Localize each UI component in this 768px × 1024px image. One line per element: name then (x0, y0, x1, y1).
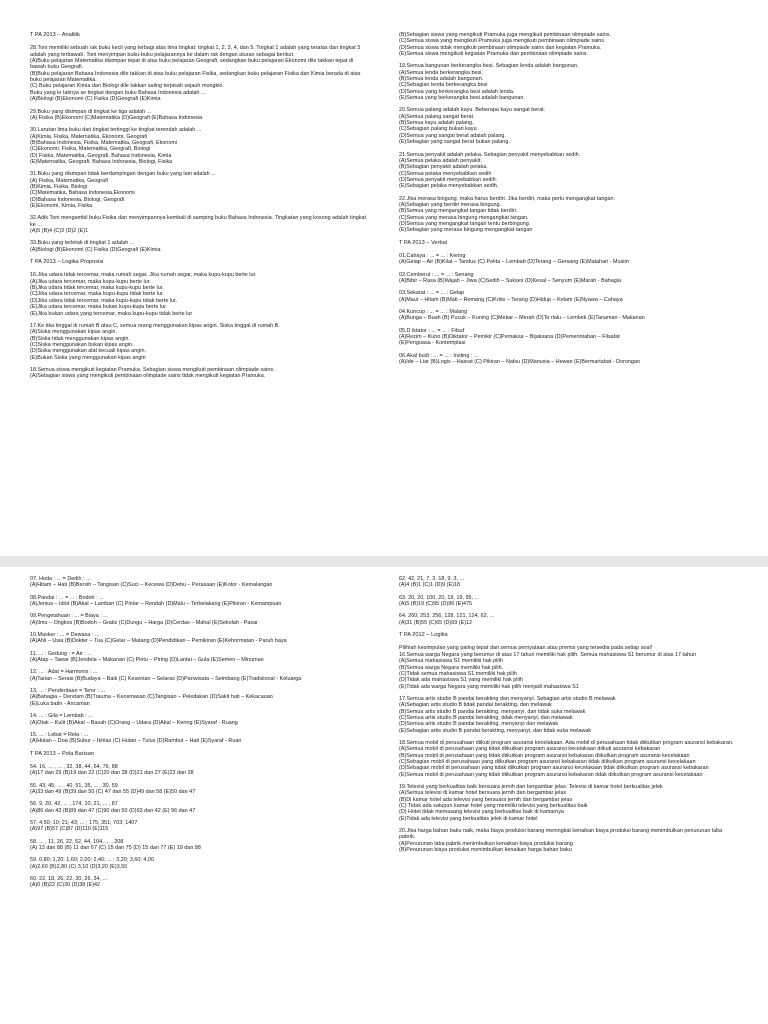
question-block: 18.Semua siswa mengikuti kegiatan Pramuka. Sebagian siswa mengikuti pembinaan olimpiade sains. (A)Sebagian siswa yang mengikuti pembinaan olimpiade sains tidak mengikuti kegiatan Pramuka. (30, 366, 275, 380)
page-divider (0, 556, 768, 567)
question-block: 12. ... : Adat = Harmonis : ... (A)Tarian – Serasi (B)Budaya – Baik (C) Kesenian – Selaras (D)Pariwisata – Seimbang (E)Tradisional - Keluarga (30, 669, 302, 682)
question-block: 02.Cemberut : ... = ... : Senang (A)Bibir – Rasa (B)Wajah – Jiwa (C)Sedih – Sukses (D)Kesal – Senyum (E)Marah - Bahagia (399, 271, 622, 285)
section-heading: T PA 2012 – Logika (399, 632, 448, 639)
question-block: 16.Jika udara tidak tercemar, maka rumah segar. Jika rumah segar, maka kupu-kupu berte lur. (A)Jika udara tercemar, maka kupu-kupu berte lur. (B)Jika udara tidak tercemar, maka kupu-kupu berte lur. (C)Jika udara tercemar, maka kupu-kupu tidak berte lur. (D)Jika udara tidak tercemar, maka kupu-kupu tidak berte lur. (E)Jika udara tercemar, maka bukan kupu-kupu berte lur. (E)Jika bukan udara yang tercemar, maka kupu-kupu tidak berte lur (30, 272, 257, 317)
question-block: 17.Semua artis studio B pandai berakting dan menyanyi. Sebagian artis studio B melawak (A)Sebagian artis studio B tidak pandai berakting, dan melawak (B)Semua artis studio B pandai berakting, menyanyi, dan tidak suka melawak (C)Semua artis studio B pandai berakting, tidak menyanyi, dan melawak (D)Semua artis studio B pandai berakting, menyanyi dan melawak (E)Sebagian artis studio B pandai berakting, menyanyi, dan tidak suka melawak (399, 695, 616, 734)
question-block: 20.Semua palang adalah kayu. Beberapa kayu sangat berat. (A)Semua palang sangat berat. (B)Semua kayu adalah palang. (C)Sebagian palang bukan kayu. (D)Semua yang sangat berat adalah palang. (E)Sebagian yang sangat berat bukan palang. (399, 107, 546, 146)
page1-right-column (399, 32, 739, 372)
question-block: 30.Larutan lima buku dari tingkat tertinggi ke tingkat terendah adalah ... (A)Kimia, Fisika, Matematika, Ekonomi, Geografi (B)Bahasa Indonesia, Fisika, Matematika, Geografi, Ekonomi (C)Ekonomi, Fisika, Matematika, Geografi, Biologi (D) Fisika, Matematika, Geografi, Bahasa Indonesia, Kimia (E)Matematika, Geografi, Bahasa Indonesia, Biologi, Fisika (30, 127, 202, 165)
question-block: 15. ... : Lebat = Rela : ... (A)Hutan – Doa (B)Subur – Ikhlas (C) Hutan – Tulus (D)Rambut – Hati (E)Syaraf - Ruan (30, 731, 242, 745)
question-block: 54. 16, ... , ... , 32, 38, 44, 64, 76, 88 (A)17 dan 29 (B)19 dan 22 (C)20 dan 38 (D)21 dan 27 (E)23 dan 28 (30, 763, 194, 777)
question-block: 22.Jika merasa bingung, maka harus berdiri. Jika berdiri, maka perlu mengangkat tangan. (A)Sebagian yang berdiri merasa bingung. (B)Semua yang mengangkat tangan tidak berdiri. (C)Semua yang merasa bingung mengangkat tangan. (D)Semua yang mengangkat tangan tentu berbingung. (E)Sebagian yang merasa bingung mengangkat tangan (399, 195, 615, 234)
question-block: 19.Televisi yang berkualitas baik bersuara jernih dan bergambar jelas. Televisi di kamar hotel berkualitas jelek (A)Semua televisi di kamar hotel bersuara jernih dan bergambar jelas (B)Di kamar hotel ada televisi yang bersuara jernih dan bergambar jelas (C) Tidak ada satupun kamar hotel yang memiliki televisi yang berkualitas baik (D) Hotel tidak memasang televisi yang berkualitas baik di kamarnya (E)Tidak ada televisi yang berkualitas jelek di kamar hotel (399, 784, 663, 822)
section-heading: T PA 2013 – Analitik (30, 32, 80, 38)
question-block: 11. ... : Gedung : = Air : ... (A)Atap – Tawar (B)Jendela – Makanan (C) Pintu – Piring (D)Lantai – Gula (E)Semen – Minuman (30, 650, 264, 664)
question-block: 28.Toni memiliki sebuah rak buku kecil yang terbagi atas lima tingkat: tingkat 1, 2, 3, 4, dan 5. Tingkat 1 adalah yang teratas dan tingkat 5 adalah yang terbawah. Toni menyimpan buku-buku pelajarannya ke dalam rak dengan aturan sebagai berikut. (A)Buku pelajaran Matematika disimpan tepat di atas buku pelajaran Geografi, sedangkan buku pelajaran Ekonomi dile takkan tepat di bawah buku Geografi. (B)Buku pelajaran Bahasa Indonesia dile takkan di atas buku pelajaran Fisika, sedangkan buku pelajaran Fisika dan Kimia berada di atas buku pelajaran Matematika. (C) Buku pelajaran Kimia dan Biologi dile takkan saling terpisah sejauh mungkin. Buku yang le taknya se tingkat dengan buku Bahasa Indonesia adalah ... (A)Biologi (B)Ekonomi (C) Fisika (D)Geografi (E)Kimia (30, 45, 361, 103)
question-block: 06.Akal budi : ... = ... : Insting : ... (A)Ide – Liar (B)Logis – Hasrat (C) Pikiran – Nafsu (D)Manusia – Hewan (E)Bermartabat - Dorongan (399, 352, 640, 366)
question-block: 05.D iktator : ... = ... : Filsuf (A)Rezim – Kuno (B)Diktator – Pemikir (C)Pemaksa – Bijaksana (D)Pemerintahan – Filsafat (E)Penguasa - Kontemplasi (399, 327, 620, 347)
question-block: 62. 42, 21, 7, 3, 18, 9, 3, ... (A)4 (B)1 (C)1 (D)9 (E)18 (399, 576, 465, 589)
question-block: 01.Cahaya : ... = ... : Kering (A)Gelap – Air (B)Kilat – Tandus (C) Pelita – Lembab (D)Terang – Gersang (E)Matahari - Musim (399, 253, 630, 266)
question-block: 56. 9, 20, 42, ... , 174, 10, 21, ... , 87 (A)86 dan 43 (B)89 dan 47 (C)90 dan 50 (D)93 dan 42 (E) 96 dan 47 (30, 801, 196, 814)
question-block: 20.Jika harga bahan baku naik, maka biaya produksi barang meningkat kenaikan biaya produksi barang menimbulkan penurunan laba pabrik. (A)Penurunan laba pabrik menimbulkan kenaikan biaya produksi barang (B)Penurunan biaya produksi menimbulkan kenaikan harga bahan baku (399, 828, 723, 854)
section-heading: T PA 2013 – Pola Barisan (30, 750, 95, 757)
question-block: 64. 260, 253, 256, 128, 121, 124, 62, ... (A)31 (B)55 (C)65 (D)69 (E)12 (399, 613, 495, 626)
question-block: 14. ... : Gila = Lembab : ... (A)Otak – Kulit (B)Akal – Basah (C)Orang – Udara (D)Akal – Kering (E)Syaraf - Ruang (30, 713, 238, 726)
question-block: 19.Semua bangunan berkerangka besi. Sebagian lenda adalah bangunan. (A)Semua lenda berkerangka besi. (B)Semua lenda adalah bangunan. (C)Sebagian lenda berkerangka besi (D)Semua yang berkerangka besi adalah lenda. (E)Semua yang berkerangka besi adalah bangunan. (399, 63, 579, 102)
question-block: 08.Pandai : ... = ... : Bodoh : ... (A)Jenius – Idiot (B)Akal – Lamban (C) Pintar – Rendah (D)Malu – Terbelakang (E)Pikiran - Kemampuan (30, 594, 282, 608)
question-block: 21.Semua penyakit adalah pelaka. Sebagian penyakit menyebabkan sedih. (A)Semua pelaka adalah penyakit. (B)Sebagian penyakit adalah pelaka. (C)Semua pelaka menyebabkan sedih (D)Semua penyakit menyebabkan sedih. (E)Sebagian pelaka menyebabkan sedih. (399, 151, 581, 190)
question-block: (B)Sebagian siswa yang mengikuti Pramuka juga mengikuti pembinaan olimpiade sains. (C)Semua siswa yang mengikuti Pramuka juga mengikuti pembinaan olimpiade sains. (D)Semua siswa tidak mengikuti pembinaan olimpiade sains dan kegiatan Pramuka. (E)Semua siswa mengikuti kegiatan Pramuka dan pembinaan olimpiade sains. (399, 32, 611, 58)
question-block: 03.Sekarat : ... = ... : Gelap (A)Maut – Hitam (B)Mati – Remang (C)Kritis – Terang (D)Hidup – Kelam (E)Nyawa – Cahaya (399, 290, 623, 303)
question-block: 63. 20, 20, 100, 20, 19, 19, 95, ... (A)5 (B)19 (C)95 (D)96 (E)475 (399, 594, 480, 608)
page2-right-column (399, 576, 739, 859)
question-block: 17.Ke tika tinggal di rumah B atau C, semua orang menggunakan kipas angin. Siska tinggal di rumah B. (A)Siska menggunakan kipas angin. (B)Siska tidak menggunakan kipas angin. (C)Siska menggunakan bukan kipas angin. (D)Siska menggunakan alat kecuali kipas angin. (E)Bukan Siska yang menggunakan kipas angin (30, 322, 280, 361)
question-block: 10.Masker : ... = Dewasa : ... (A)Ahli – Usia (B)Dokter – Tua (C)Gelar – Matang (D)Pendidikan – Pemikiran (E)Kehormatan - Paruh baya (30, 632, 287, 645)
question-block: 18.Semua mobil di perusahaan diikuti program asuransi kecelakaan. Ada mobil di perusahaan tidak diikutkan program asuransi kebakaran. (A)Semua mobil di perusahaan yang tidak diikutkan program asuransi kecelakaan diikuti asuransi kebakaran (B)Semua mobil di perusahaan yang tidak diikutkan program asuransi kebakaran diikutkan program asuransi kecelakaan (C)Sebagian mobil di perusahaan yang diikutkan program asuransi kebakaran tidak diikutkan program asuransi kecelakaan (D)Sebagian mobil di perusahaan yang tidak diikutkan program asuransi kecelakaan tidak diikutkan program asuransi kebakaran (E)Semua mobil di perusahaan yang tidak diikutkan program asuransi kebakaran tidak diikutkan program asuransi kecelakaan (399, 739, 734, 778)
question-block: 55. 43, 45, ... , 40, 51, 35, ... , 30, 59 (A)33 dan 49 (B)39 dan 50 (C) 47 dan 55 (D)49 dan 58 (E)50 dan 47 (30, 782, 196, 795)
section-heading: T PA 2013 – Verbal (399, 239, 448, 246)
question-block: 09.Pengetahuan : ... = Biaya : ... (A)Ilmu – Ongkos (B)Bodoh – Gratis (C)Dungu – Harga (D)Cerdas – Mahal (E)Sekolah - Pasar (30, 613, 258, 626)
question-block: 31.Buku yang disimpan tidak berdampingan dengan buku yang lain adalah ... (A) Fisika, Matematika, Geografi (B)Kimia, Fisika, Biologi (C)Matematika, Bahasa Indonesia,Ekonomi (D)Bahasa Indonesia, Biologi, Geografi (E)Ekonomi, Kimia, Fisika (30, 171, 216, 209)
question-block: 60. 22, 18, 26, 22, 30, 26, 34, ... (A)0 (B)22 (C)30 (D)38 (E)42 (30, 876, 108, 889)
question-block: 04.Kuncup : ... = ... : Malang (A)Bunga – Buah (B) Pucuk – Kuning (C)Mekar – Merah (D)Te rlalu – Lembek (E)Tanaman - Makanan (399, 309, 645, 322)
document-page-2 (0, 567, 768, 1024)
question-block: 58. ... , 11, 26, 22, 52, 44, 104, ... , 208 (A) 13 dan 88 (B) 11 dan 67 (C) 15 dan 75 (D) 15 dan 77 (E) 19 dan 88 (30, 838, 201, 852)
question-block: 07. Hoda : ... = Dedih : ... (A)Hitam – Hati (B)Bersih – Tangisan (C)Suci – Kecewa (D)Debu – Perasaan (E)Kotor - Kemalangan (30, 576, 273, 589)
page1-left-column (30, 32, 370, 386)
question-block: 13. ... : Penderitaan = Teror : ... (A)Bahagia – Dendam (B)Trauma – Kecemasan (C)Tangisan – Peledakan (D)Sakit hati – Kekacauan (E)Luka batin - Ancaman (30, 688, 273, 707)
question-block: 57. 4,50; 10; 21; 43; ... ; 175; 351; 703; 1407 (A)97 (B)57 (C)87 (D)110 (E)115 (30, 820, 138, 833)
question-block: Pilihlah kesimpulan yang paling tepat dari semua pernyataan atau premis yang tersedia pada setiap soal! 16.Semua warga Negara yang berumur di atas 17 tahun memiliki hak pilih. Semua mahasiswa S1 berumur di atas 17 tahun (A)Semua mahasiswa S1 memiliki hak pilih (B)Semua warga Negara memiliki hak pilih. (C)Tidak semua mahasiswa S1 memiliki hak pilih (D)Tidak ada mahasiswa S1 yang memiliki hak pilih (E)Tidak ada warga Negara yang memiliki hak pilih menjadi mahasiswa S1 (399, 645, 697, 690)
question-block: 32.Adik Toni mengambil buku Fisika dan menyimpannya kembali di samping buku Bahasa Indonesia. Tingkatan yang kosong adalah tingkat ke ... (A)5 (B)4 (C)3 (D)2 (E)1 (30, 215, 367, 234)
question-block: 59. 0,80; 1,20; 1,60; 2,00; 2,40; ... ; 3,20; 3,60; 4,00 (A)2,60 (B)2,80 (C) 3,10 (D)3,20 (E)3,50 (30, 857, 154, 870)
question-block: 33.Buku yang terletak di tingkat 1 adalah ... (A)Biologi (B)Ekonomi (C) Fisika (D)Geografi (E)Kimia (30, 240, 161, 253)
question-block: 29.Buku yang disimpan di tingkat ke tiga adalah ... (A) Fisika (B)Ekonomi (C)Matematika (D)Geografi (E)Bahasa Indonesia (30, 108, 203, 121)
page2-left-column (30, 576, 370, 895)
section-heading: T PA 2013 – Logika Proposisi (30, 259, 104, 266)
